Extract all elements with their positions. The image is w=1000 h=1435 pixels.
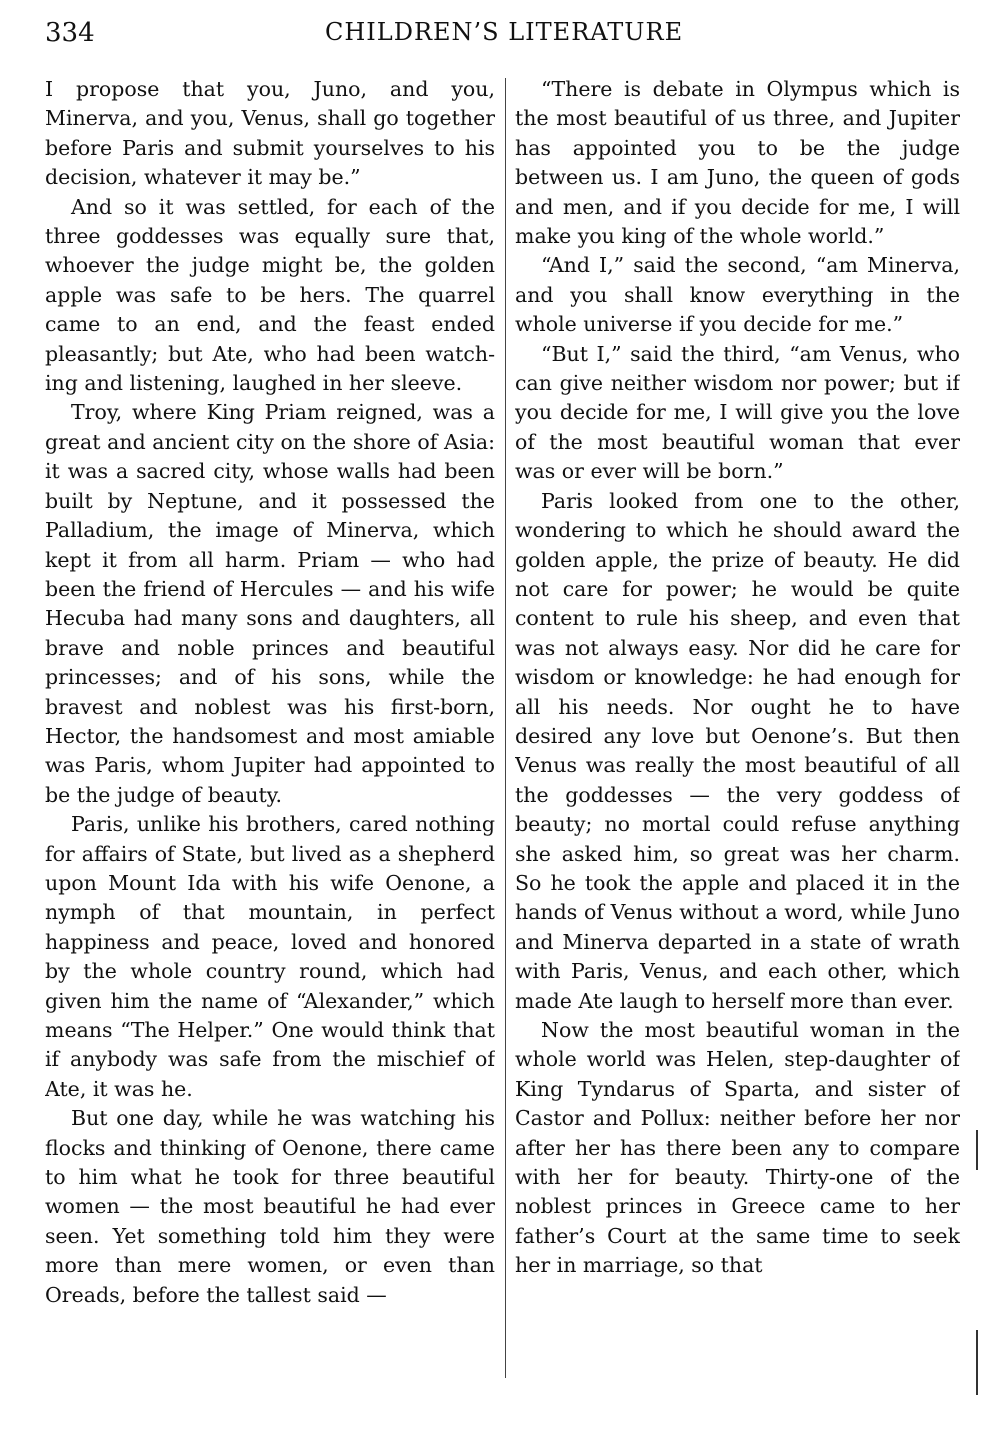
paragraph: But one day, while he was watching his flocks and thinking of Oenone, there came to him what he took for three beautiful women — the most beautiful he had ever seen. Yet something told him they were more than mere women, or even than Oreads, before the tallest said —: [45, 1106, 495, 1307]
paragraph: Paris looked from one to the other, wondering to which he should award the golden apple, the prize of beauty. He did not care for power; he would be quite content to rule his sheep, and even that was not always easy. Nor did he care for wisdom or knowledge: he had enough for all his needs. Nor ought he to have desired any love but Oenone’s. But then Venus was really the most beautiful of all the goddesses — the very goddess of beauty; no mortal could refuse anything she asked him, so great was her charm. So he took the apple and placed it in the hands of Venus without a word, while Juno and Minerva departed in a state of wrath with Paris, Venus, and each other, which made Ate laugh to herself more than ever.: [515, 488, 960, 1013]
running-title: CHILDREN’S LITERATURE: [325, 18, 684, 46]
paragraph: Paris, unlike his brothers, cared nothing for affairs of State, but lived as a shepherd upon Mount Ida with his wife Oenone, a nymph of that mountain, in perfect happiness and peace, loved and honored by the whole country round, which had given him the name of “Alexander,” which means “The Helper.” One would think that if anybody was safe from the mischief of Ate, it was he.: [45, 812, 495, 1101]
paragraph: “There is debate in Olympus which is the most beautiful of us three, and Jupiter has appointed you to be the judge between us. I am Juno, the queen of gods and men, and if you decide for me, I will make you king of the whole world.”: [515, 77, 960, 249]
paragraph: “And I,” said the second, “am Minerva, and you shall know everything in the whole universe if you decide for me.”: [515, 253, 960, 337]
paragraph: I propose that you, Juno, and you, Minerva, and you, Venus, shall go together before Paris and submit yourselves to his decision, whatever it may be.”: [45, 77, 495, 190]
margin-mark: [976, 1330, 978, 1395]
paragraph: Now the most beautiful woman in the whole world was Helen, step-daughter of King Tyndarus of Sparta, and sister of Castor and Pollux: neither before her nor after her has there been any to compare with her for beauty. Thirty-one of the noblest princes in Greece came to her father’s Court at the same time to seek her in marriage, so that: [515, 1018, 960, 1278]
column-divider: [505, 78, 506, 1378]
page-header: [45, 16, 965, 56]
margin-mark: [976, 1130, 978, 1170]
paragraph: And so it was settled, for each of the three goddesses was equally sure that, whoever the judge might be, the golden apple was safe to be hers. The quarrel came to an end, and the feast ended pleasantly; but Ate, who had been watching and listening, laughed in her sleeve.: [45, 194, 495, 396]
paragraph: Troy, where King Priam reigned, was a great and ancient city on the shore of Asia: it was a sacred city, whose walls had been built by Neptune, and it possessed the Palladium, the image of Minerva, which kept it from all harm. Priam — who had been the friend of Hercules — and his wife Hecuba had many sons and daughters, all brave and noble princes and beautiful princesses; and of his sons, while the bravest and noblest was his first-born, Hector, the handsomest and most amiable was Paris, whom Jupiter had appointed to be the judge of beauty.: [45, 400, 495, 807]
right-column: [515, 75, 960, 1395]
page-number: 334: [45, 18, 95, 48]
paragraph: “But I,” said the third, “am Venus, who can give neither wisdom nor power; but if you decide for me, I will give you the love of the most beautiful woman that ever was or ever will be born.”: [515, 341, 960, 484]
left-column: [45, 75, 495, 1395]
